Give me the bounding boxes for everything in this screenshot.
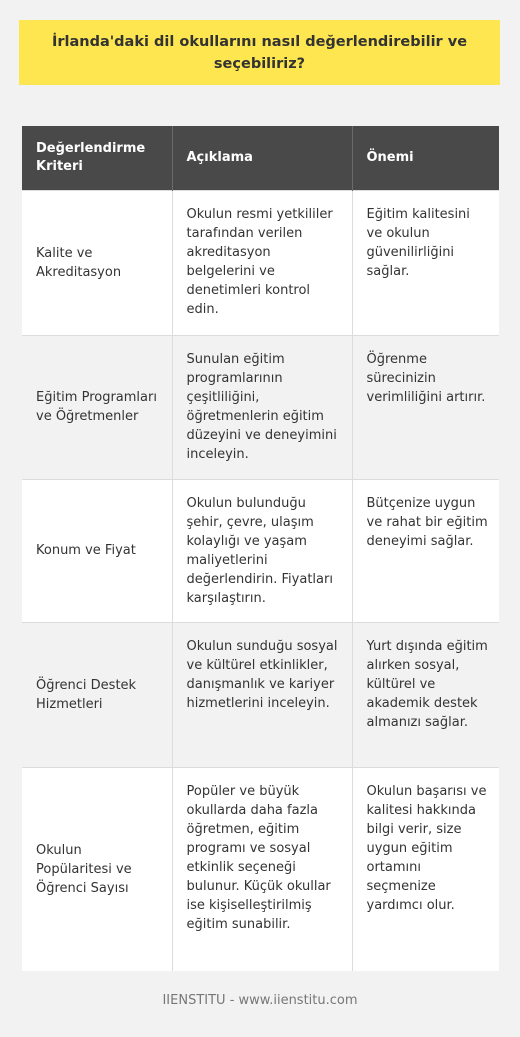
table-row	[22, 190, 499, 335]
description-cell: Okulun bulunduğu şehir, çevre, ulaşım kolaylığı ve yaşam maliyetlerini değerlendirin. Fiyatları karşılaştırın.	[172, 479, 352, 622]
table-header-row	[22, 126, 499, 190]
importance-cell: Okulun başarısı ve kalitesi hakkında bilgi verir, size uygun eğitim ortamını seçmenize yardımcı olur.	[352, 767, 499, 971]
criterion-cell: Konum ve Fiyat	[22, 479, 172, 622]
criterion-cell: Eğitim Programları ve Öğretmenler	[22, 335, 172, 479]
table-row	[22, 479, 499, 622]
page-title: İrlanda'daki dil okullarını nasıl değerlendirebilir ve seçebiliriz?	[51, 33, 468, 72]
importance-cell: Eğitim kalitesini ve okulun güvenilirliğini sağlar.	[352, 190, 499, 335]
criteria-table	[22, 126, 499, 971]
importance-cell: Yurt dışında eğitim alırken sosyal, kültürel ve akademik destek almanızı sağlar.	[352, 622, 499, 767]
column-header-importance: Önemi	[366, 149, 414, 165]
title-banner	[19, 20, 500, 85]
criterion-cell: Okulun Popülaritesi ve Öğrenci Sayısı	[22, 767, 172, 971]
column-header-description: Açıklama	[172, 126, 352, 190]
table-row	[22, 622, 499, 767]
column-header-criterion: Değerlendirme Kriteri	[22, 126, 172, 190]
description-cell: Sunulan eğitim programlarının çeşitliliğini, öğretmenlerin eğitim düzeyini ve deneyimini inceleyin.	[172, 335, 352, 479]
importance-cell: Bütçenize uygun ve rahat bir eğitim deneyimi sağlar.	[352, 479, 499, 622]
importance-cell: Öğrenme sürecinizin verimliliğini artırır.	[352, 335, 499, 479]
table-row	[22, 335, 499, 479]
description-cell: Okulun sunduğu sosyal ve kültürel etkinlikler, danışmanlık ve kariyer hizmetlerini inceleyin.	[172, 622, 352, 767]
criterion-cell: Öğrenci Destek Hizmetleri	[22, 622, 172, 767]
footer-credit: IIENSTITU - www.iienstitu.com	[162, 993, 358, 1008]
description-cell: Okulun resmi yetkililer tarafından verilen akreditasyon belgelerini ve denetimleri kontrol edin.	[172, 190, 352, 335]
table-row	[22, 767, 499, 971]
description-cell: Popüler ve büyük okullarda daha fazla öğretmen, eğitim programı ve sosyal etkinlik seçeneği bulunur. Küçük okullar ise kişiselleştirilmiş eğitim sunabilir.	[172, 767, 352, 971]
criterion-cell: Kalite ve Akreditasyon	[22, 190, 172, 335]
